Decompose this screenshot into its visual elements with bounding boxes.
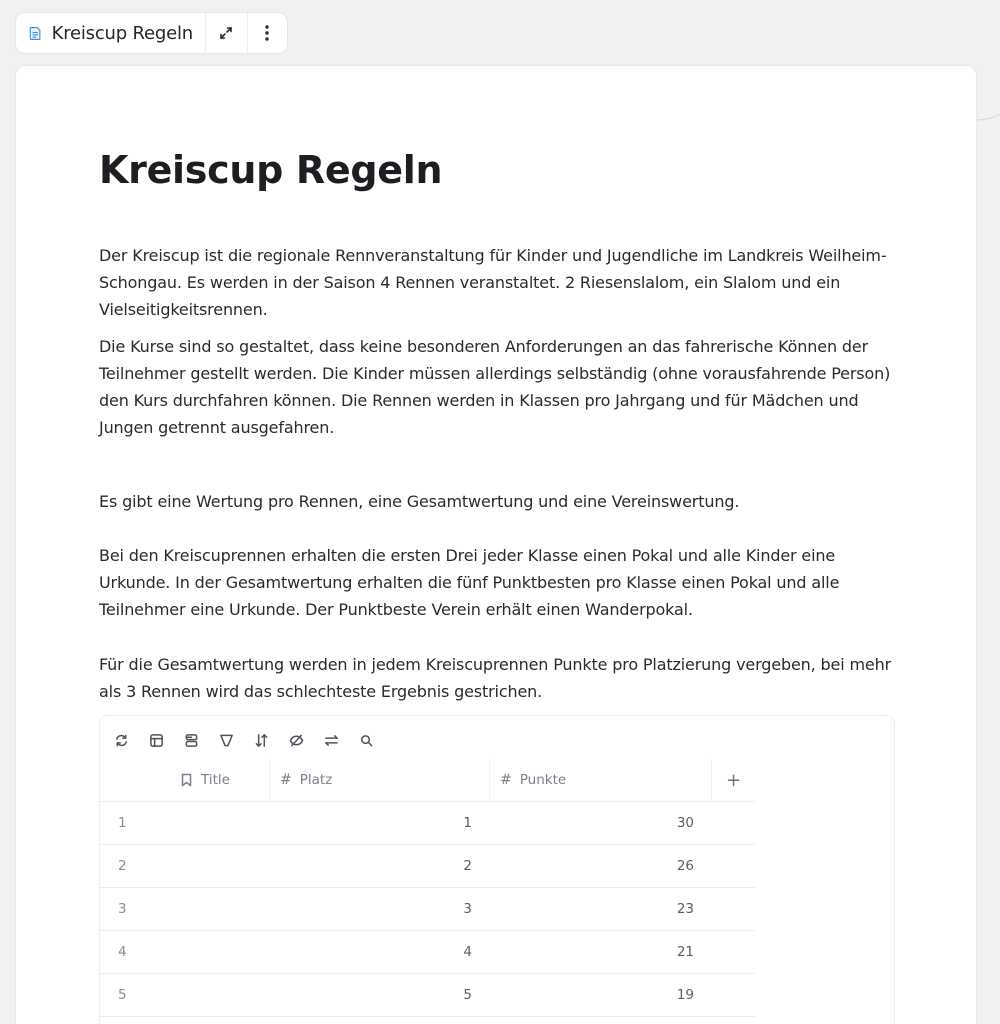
row-number: 1 xyxy=(118,815,127,831)
expand-icon xyxy=(217,24,235,42)
row-number: 3 xyxy=(118,901,127,917)
table-toolbar xyxy=(114,730,394,750)
sync-button[interactable] xyxy=(114,730,149,750)
column-header-title[interactable] xyxy=(100,759,270,801)
more-options-button[interactable] xyxy=(247,13,288,53)
paragraph: Der Kreiscup ist die regionale Rennveranstaltung für Kinder und Jugendliche im Landkreis Weilheim-Schongau. Es werden in der Saison 4 Rennen veranstaltet. 2 Riesenslalom, ein Slalom und ein Vielseitigkeitsrennen. xyxy=(99,246,887,319)
more-vertical-icon xyxy=(264,24,270,42)
column-label: Title xyxy=(201,772,230,788)
page-card xyxy=(15,65,977,1024)
layout-button[interactable] xyxy=(149,730,184,750)
hide-fields-button[interactable] xyxy=(289,730,324,750)
cell-platz[interactable]: 2 xyxy=(463,858,472,874)
cell-platz[interactable]: 5 xyxy=(463,987,472,1003)
table-row[interactable] xyxy=(100,974,755,1017)
sync-icon xyxy=(114,733,129,748)
table-header xyxy=(100,759,755,802)
paragraph: Bei den Kreiscuprennen erhalten die ersten Drei jeder Klasse einen Pokal und alle Kinder eine Urkunde. In der Gesamtwertung erhalten die fünf Punktbesten pro Klasse einen Pokal und alle Teilnehmer eine Urkunde. Der Punktbeste Verein erhält einen Wanderpokal. xyxy=(99,546,840,619)
table-row[interactable] xyxy=(100,802,755,845)
table-row[interactable] xyxy=(100,845,755,888)
page-tab-bar xyxy=(15,12,288,54)
number-icon: # xyxy=(280,772,292,788)
group-button[interactable] xyxy=(184,730,219,750)
cell-platz[interactable]: 1 xyxy=(463,815,472,831)
column-label: Punkte xyxy=(519,772,567,788)
hide-icon xyxy=(289,733,304,748)
side-panel-edge xyxy=(977,100,1000,130)
group-icon xyxy=(184,733,199,748)
cell-platz[interactable]: 4 xyxy=(463,944,472,960)
search-button[interactable] xyxy=(359,730,394,750)
column-header-platz[interactable] xyxy=(270,759,490,801)
paragraph: Es gibt eine Wertung pro Rennen, eine Gesamtwertung und eine Vereinswertung. xyxy=(99,492,740,511)
page-tab-title: Kreiscup Regeln xyxy=(51,22,193,44)
cell-punkte[interactable]: 21 xyxy=(676,944,694,960)
cell-punkte[interactable]: 30 xyxy=(676,815,694,831)
document-icon xyxy=(28,25,43,42)
cell-punkte[interactable]: 26 xyxy=(676,858,694,874)
number-icon: # xyxy=(500,772,512,788)
column-header-punkte[interactable] xyxy=(490,759,712,801)
search-icon xyxy=(359,733,374,748)
paragraph: Für die Gesamtwertung werden in jedem Kreiscuprennen Punkte pro Platzierung vergeben, bei mehr als 3 Rennen wird das schlechteste Ergebnis gestrichen. xyxy=(99,655,891,701)
table-row[interactable] xyxy=(100,931,755,974)
filter-icon xyxy=(219,733,234,748)
database-table xyxy=(99,715,895,1024)
filter-button[interactable] xyxy=(219,730,254,750)
adjust-icon xyxy=(324,733,339,748)
adjust-button[interactable] xyxy=(324,730,359,750)
row-number: 2 xyxy=(118,858,127,874)
row-number: 5 xyxy=(118,987,127,1003)
column-label: Platz xyxy=(299,772,333,788)
add-column-button[interactable]: + xyxy=(725,769,742,791)
sort-button[interactable] xyxy=(254,730,289,750)
layout-icon xyxy=(149,733,164,748)
cell-punkte[interactable]: 23 xyxy=(676,901,694,917)
expand-button[interactable] xyxy=(206,13,247,53)
row-number: 4 xyxy=(118,944,127,960)
page-title: Kreiscup Regeln xyxy=(99,148,443,192)
cell-punkte[interactable]: 19 xyxy=(676,987,694,1003)
sort-icon xyxy=(254,733,269,748)
page-tab[interactable] xyxy=(16,13,206,53)
paragraph: Die Kurse sind so gestaltet, dass keine besonderen Anforderungen an das fahrerische Können der Teilnehmer gestellt werden. Die Kinder müssen allerdings selbständig (ohne vorausfahrende Person) den Kurs durchfahren können. Die Rennen werden in Klassen pro Jahrgang und für Mädchen und Jungen getrennt ausgefahren. xyxy=(99,337,891,437)
bookmark-icon xyxy=(180,773,193,787)
cell-platz[interactable]: 3 xyxy=(463,901,472,917)
table-row[interactable] xyxy=(100,888,755,931)
